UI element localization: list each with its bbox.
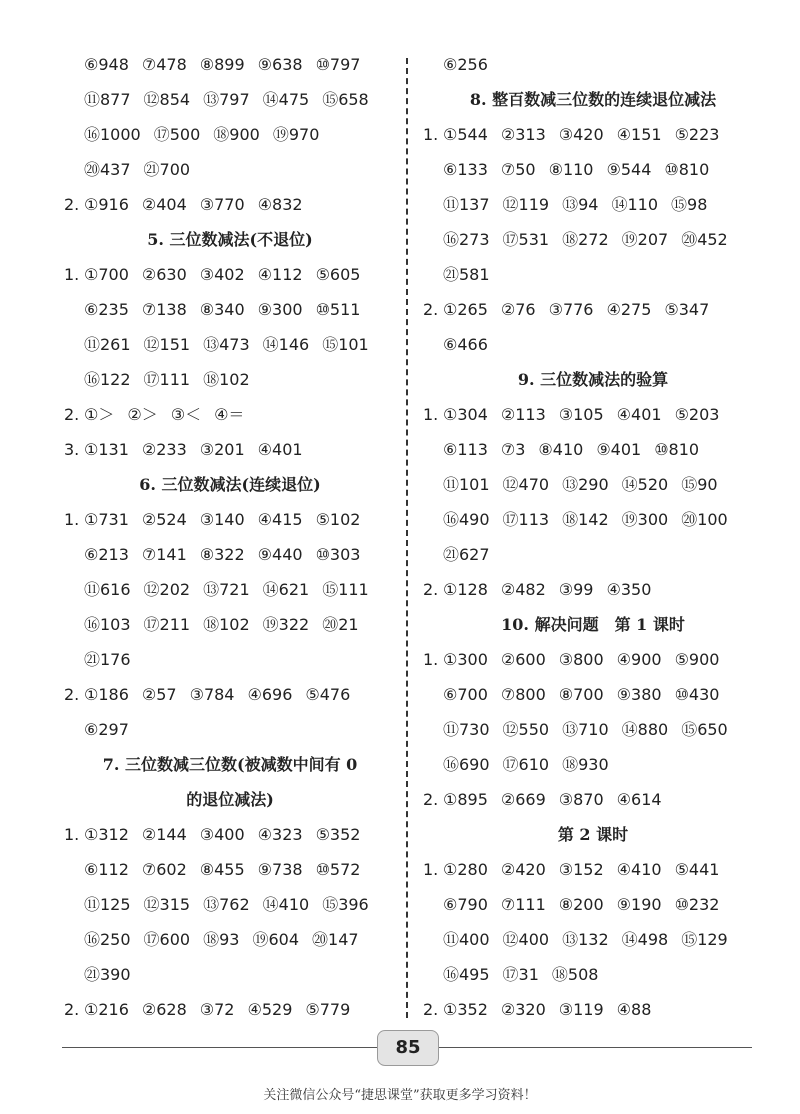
answer-item: ⑪137 <box>443 195 490 214</box>
answer-line <box>64 922 396 957</box>
answer-item: ⑭880 <box>621 720 669 739</box>
answer-item: ⑩232 <box>674 895 720 914</box>
answer-line <box>64 887 396 922</box>
answer-item: ⑳147 <box>312 930 359 949</box>
answer-line <box>64 537 396 572</box>
answer-item: ⑯122 <box>84 370 131 389</box>
answer-item: ⑪730 <box>443 720 490 739</box>
answer-line <box>423 677 763 712</box>
answer-item: ①304 <box>443 405 488 424</box>
section-heading: 5. 三位数减法(不退位) <box>147 230 313 249</box>
column-divider <box>406 58 408 1018</box>
answer-item: ①731 <box>84 510 129 529</box>
answer-item: ③105 <box>558 405 604 424</box>
answer-item: ③152 <box>558 860 604 879</box>
section-heading: 8. 整百数减三位数的连续退位减法 <box>469 90 717 109</box>
answer-item: ④401 <box>616 405 662 424</box>
answer-item: ③72 <box>199 1000 235 1019</box>
question-number: 1. <box>423 125 439 144</box>
answer-line <box>423 47 763 82</box>
answer-item: ⑤203 <box>674 405 720 424</box>
answer-item: ⑰500 <box>153 125 201 144</box>
answer-item: ②233 <box>141 440 187 459</box>
answer-line <box>423 922 763 957</box>
left-column <box>64 47 396 1027</box>
answer-item: ③400 <box>199 825 245 844</box>
answer-line <box>423 537 763 572</box>
answer-item: ⑲207 <box>621 230 669 249</box>
answer-item: ⑤900 <box>674 650 720 669</box>
answer-line <box>64 572 396 607</box>
answer-item: ③800 <box>558 650 604 669</box>
answer-line <box>423 747 763 782</box>
question-number: 1. <box>64 825 80 844</box>
question-number: 1. <box>64 265 80 284</box>
section-heading: 的退位减法) <box>186 790 274 809</box>
answer-item: ⑱102 <box>203 615 250 634</box>
answer-item: ⑱930 <box>562 755 609 774</box>
answer-item: ①352 <box>443 1000 488 1019</box>
answer-item: ⑨190 <box>616 895 662 914</box>
answer-item: ⑳100 <box>681 510 728 529</box>
answer-item: ①916 <box>84 195 129 214</box>
answer-item: ②420 <box>500 860 546 879</box>
answer-item: ⑱272 <box>562 230 609 249</box>
answer-item: ⑫119 <box>502 195 550 214</box>
answer-item: ①131 <box>84 440 129 459</box>
section-heading: 7. 三位数减三位数(被减数中间有 0 <box>102 755 358 774</box>
answer-item: ⑯490 <box>443 510 490 529</box>
answer-line <box>64 152 396 187</box>
answer-line <box>64 82 396 117</box>
answer-item: ⑲300 <box>621 510 669 529</box>
answer-item: ②57 <box>141 685 177 704</box>
answer-item: ①300 <box>443 650 488 669</box>
answer-item: ⑨638 <box>257 55 303 74</box>
answer-line <box>64 677 396 712</box>
answer-item: ⑰531 <box>502 230 550 249</box>
answer-item: ④415 <box>257 510 303 529</box>
answer-item: ⑩572 <box>315 860 361 879</box>
answer-line <box>64 362 396 397</box>
answer-item: ④88 <box>616 1000 652 1019</box>
question-number: 2. <box>64 1000 80 1019</box>
answer-item: ③99 <box>558 580 594 599</box>
answer-item: ⑭621 <box>262 580 310 599</box>
answer-item: ④401 <box>257 440 303 459</box>
answer-line <box>64 852 396 887</box>
answer-item: ⑧455 <box>199 860 245 879</box>
question-number: 2. <box>423 300 439 319</box>
answer-line <box>423 152 763 187</box>
answer-line <box>423 257 763 292</box>
answer-item: ⑭410 <box>262 895 310 914</box>
answer-item: ⑰610 <box>502 755 550 774</box>
question-number: 2. <box>423 790 439 809</box>
answer-item: ⑦138 <box>141 300 187 319</box>
answer-item: ①280 <box>443 860 488 879</box>
answer-item: ⑳21 <box>322 615 359 634</box>
answer-item: ①128 <box>443 580 488 599</box>
answer-item: ⑫400 <box>502 930 550 949</box>
answer-line <box>64 47 396 82</box>
answer-item: ⑧410 <box>538 440 584 459</box>
answer-item: ⑮111 <box>322 580 369 599</box>
right-column <box>423 47 763 1027</box>
answer-item: ⑤223 <box>674 125 720 144</box>
answer-item: ⑥700 <box>443 685 488 704</box>
answer-item: ⑨300 <box>257 300 303 319</box>
answer-item: ⑥213 <box>84 545 129 564</box>
answer-item: ⑲604 <box>252 930 300 949</box>
answer-item: ⑯250 <box>84 930 131 949</box>
answer-item: ⑩430 <box>674 685 720 704</box>
answer-item: ⑥112 <box>84 860 129 879</box>
section-heading: 6. 三位数减法(连续退位) <box>139 475 321 494</box>
answer-item: ③420 <box>558 125 604 144</box>
answer-item: ①＞ <box>84 405 115 424</box>
answer-line <box>64 432 396 467</box>
answer-line <box>423 992 763 1027</box>
answer-item: ⑲322 <box>262 615 310 634</box>
answer-item: ⑤102 <box>315 510 361 529</box>
question-number: 2. <box>423 1000 439 1019</box>
question-number: 3. <box>64 440 80 459</box>
answer-item: ④529 <box>247 1000 293 1019</box>
answer-line <box>64 502 396 537</box>
answer-item: ⑯103 <box>84 615 131 634</box>
answer-line <box>64 117 396 152</box>
answer-item: ④410 <box>616 860 662 879</box>
answer-item: ⑰111 <box>143 370 191 389</box>
answer-item: ④832 <box>257 195 303 214</box>
answer-line <box>423 887 763 922</box>
answer-item: ⑬721 <box>203 580 250 599</box>
answer-item: ⑤352 <box>315 825 361 844</box>
answer-item: ⑩303 <box>315 545 361 564</box>
answer-item: ④275 <box>606 300 652 319</box>
answer-item: ②524 <box>141 510 187 529</box>
answer-item: ③784 <box>189 685 235 704</box>
answer-item: ⑪400 <box>443 930 490 949</box>
question-number: 2. <box>64 405 80 424</box>
answer-item: ⑨440 <box>257 545 303 564</box>
answer-item: ⑮658 <box>322 90 369 109</box>
answer-item: ⑧200 <box>558 895 604 914</box>
answer-item: ⑥466 <box>443 335 488 354</box>
answer-item: ⑳437 <box>84 160 131 179</box>
answer-item: ②600 <box>500 650 546 669</box>
answer-line <box>64 327 396 362</box>
answer-item: ⑪101 <box>443 475 490 494</box>
answer-item: ②144 <box>141 825 187 844</box>
answer-item: ⑰113 <box>502 510 550 529</box>
answer-item: ④323 <box>257 825 303 844</box>
answer-item: ⑥790 <box>443 895 488 914</box>
answer-item: ④112 <box>257 265 303 284</box>
answer-line <box>64 957 396 992</box>
answer-item: ㉑581 <box>443 265 490 284</box>
answer-item: ⑮98 <box>671 195 708 214</box>
answer-item: ⑥133 <box>443 160 488 179</box>
answer-item: ⑲970 <box>272 125 320 144</box>
answer-item: ⑪261 <box>84 335 131 354</box>
answer-line <box>423 222 763 257</box>
answer-line <box>423 117 763 152</box>
answer-item: ②630 <box>141 265 187 284</box>
answer-item: ①265 <box>443 300 488 319</box>
answer-item: ⑥113 <box>443 440 488 459</box>
question-number: 2. <box>64 685 80 704</box>
answer-line <box>423 432 763 467</box>
answer-item: ㉑700 <box>143 160 191 179</box>
answer-line <box>423 187 763 222</box>
answer-item: ⑦3 <box>500 440 526 459</box>
answer-item: ⑯690 <box>443 755 490 774</box>
answer-item: ⑮101 <box>322 335 369 354</box>
answer-item: ⑨401 <box>596 440 642 459</box>
answer-item: ⑥256 <box>443 55 488 74</box>
answer-item: ⑦50 <box>500 160 536 179</box>
answer-line <box>64 257 396 292</box>
answer-item: ⑮396 <box>322 895 369 914</box>
answer-item: ⑬762 <box>203 895 250 914</box>
answer-item: ①544 <box>443 125 488 144</box>
answer-item: ⑪125 <box>84 895 131 914</box>
answer-item: ①895 <box>443 790 488 809</box>
answer-item: ⑱142 <box>562 510 609 529</box>
answer-line <box>64 292 396 327</box>
answer-line <box>423 712 763 747</box>
answer-item: ㉑176 <box>84 650 131 669</box>
answer-line <box>423 782 763 817</box>
answer-item: ⑱508 <box>551 965 599 984</box>
answer-item: ①312 <box>84 825 129 844</box>
answer-item: ④900 <box>616 650 662 669</box>
answer-item: ⑦602 <box>141 860 187 879</box>
question-number: 2. <box>64 195 80 214</box>
answer-item: ⑧700 <box>558 685 604 704</box>
answer-item: ⑫854 <box>143 90 191 109</box>
question-number: 1. <box>64 510 80 529</box>
answer-item: ⑬473 <box>203 335 250 354</box>
answer-item: ⑩810 <box>664 160 710 179</box>
answer-item: ④350 <box>606 580 652 599</box>
answer-item: ③402 <box>199 265 245 284</box>
answer-item: ③＜ <box>170 405 202 424</box>
answer-item: ㉑627 <box>443 545 490 564</box>
answer-item: ⑮90 <box>681 475 718 494</box>
answer-item: ②482 <box>500 580 546 599</box>
answer-item: ⑬290 <box>562 475 609 494</box>
answer-item: ⑯1000 <box>84 125 141 144</box>
answer-item: ⑩810 <box>654 440 700 459</box>
answer-item: ②404 <box>141 195 187 214</box>
answer-line <box>64 642 396 677</box>
answer-item: ⑫202 <box>143 580 191 599</box>
answer-item: ⑰211 <box>143 615 191 634</box>
answer-item: ⑮129 <box>681 930 728 949</box>
answer-item: ⑧322 <box>199 545 245 564</box>
question-number: 2. <box>423 580 439 599</box>
question-number: 1. <box>423 650 439 669</box>
answer-item: ⑫151 <box>143 335 191 354</box>
answer-line <box>423 502 763 537</box>
answer-item: ⑨738 <box>257 860 303 879</box>
answer-item: ⑤347 <box>664 300 710 319</box>
answer-item: ②76 <box>500 300 536 319</box>
answer-item: ③776 <box>548 300 594 319</box>
answer-item: ⑱102 <box>203 370 250 389</box>
question-number: 1. <box>423 860 439 879</box>
answer-item: ⑭475 <box>262 90 310 109</box>
answer-item: ③119 <box>558 1000 604 1019</box>
answer-item: ⑫470 <box>502 475 550 494</box>
answer-item: ⑦478 <box>141 55 187 74</box>
answer-item: ⑯495 <box>443 965 490 984</box>
answer-item: ⑧899 <box>199 55 245 74</box>
answer-item: ⑱93 <box>203 930 240 949</box>
page-number: 85 <box>377 1030 439 1066</box>
answer-item: ④614 <box>616 790 662 809</box>
answer-item: ⑪616 <box>84 580 131 599</box>
answer-item: ②628 <box>141 1000 187 1019</box>
section-heading: 9. 三位数减法的验算 <box>517 370 669 389</box>
answer-item: ⑬797 <box>203 90 250 109</box>
answer-item: ⑤779 <box>305 1000 351 1019</box>
answer-item: ②＞ <box>127 405 158 424</box>
question-number: 1. <box>423 405 439 424</box>
answer-item: ①186 <box>84 685 129 704</box>
answer-item: ⑩797 <box>315 55 361 74</box>
answer-line <box>423 642 763 677</box>
answer-line <box>423 852 763 887</box>
answer-item: ⑱900 <box>213 125 260 144</box>
answer-item: ⑰31 <box>502 965 539 984</box>
answer-item: ③201 <box>199 440 245 459</box>
answer-line <box>423 467 763 502</box>
section-heading: 10. 解决问题 第 1 课时 <box>501 615 685 634</box>
answer-line <box>423 397 763 432</box>
answer-item: ⑥948 <box>84 55 129 74</box>
answer-line <box>64 607 396 642</box>
answer-item: ②320 <box>500 1000 546 1019</box>
answer-item: ③870 <box>558 790 604 809</box>
answer-item: ④696 <box>247 685 293 704</box>
answer-line <box>423 957 763 992</box>
answer-line <box>423 292 763 327</box>
answer-item: ⑩511 <box>315 300 361 319</box>
answer-item: ⑫315 <box>143 895 191 914</box>
answer-line <box>64 397 396 432</box>
answer-item: ㉑390 <box>84 965 131 984</box>
answer-line <box>64 992 396 1027</box>
answer-item: ⑫550 <box>502 720 550 739</box>
answer-item: ⑯273 <box>443 230 490 249</box>
answer-item: ⑧340 <box>199 300 245 319</box>
section-heading: 第 2 课时 <box>557 825 629 844</box>
answer-item: ⑭110 <box>611 195 659 214</box>
answer-line <box>64 712 396 747</box>
answer-item: ③140 <box>199 510 245 529</box>
answer-item: ④151 <box>616 125 662 144</box>
answer-item: ⑨544 <box>606 160 652 179</box>
answer-item: ⑨380 <box>616 685 662 704</box>
answer-line <box>64 817 396 852</box>
answer-item: ③770 <box>199 195 245 214</box>
footer-note: 关注微信公众号“捷思课堂”获取更多学习资料！ <box>263 1088 537 1103</box>
answer-item: ⑬710 <box>562 720 609 739</box>
answer-item: ⑭498 <box>621 930 669 949</box>
answer-item: ⑦111 <box>500 895 546 914</box>
answer-item: ①216 <box>84 1000 129 1019</box>
answer-item: ④＝ <box>214 405 245 424</box>
answer-item: ⑰600 <box>143 930 191 949</box>
answer-item: ⑭520 <box>621 475 669 494</box>
answer-item: ⑮650 <box>681 720 728 739</box>
answer-item: ①700 <box>84 265 129 284</box>
answer-item: ⑳452 <box>681 230 728 249</box>
answer-item: ②313 <box>500 125 546 144</box>
answer-line <box>423 327 763 362</box>
answer-item: ⑤605 <box>315 265 361 284</box>
answer-item: ⑤476 <box>305 685 351 704</box>
answer-item: ⑪877 <box>84 90 131 109</box>
answer-item: ⑬94 <box>562 195 599 214</box>
answer-item: ②669 <box>500 790 546 809</box>
answer-item: ⑥235 <box>84 300 129 319</box>
answer-item: ②113 <box>500 405 546 424</box>
answer-item: ⑬132 <box>562 930 609 949</box>
answer-item: ⑦800 <box>500 685 546 704</box>
answer-line <box>64 187 396 222</box>
answer-item: ⑦141 <box>141 545 187 564</box>
answer-item: ⑥297 <box>84 720 129 739</box>
answer-item: ⑤441 <box>674 860 720 879</box>
answer-line <box>423 572 763 607</box>
answer-item: ⑧110 <box>548 160 594 179</box>
answer-item: ⑭146 <box>262 335 310 354</box>
